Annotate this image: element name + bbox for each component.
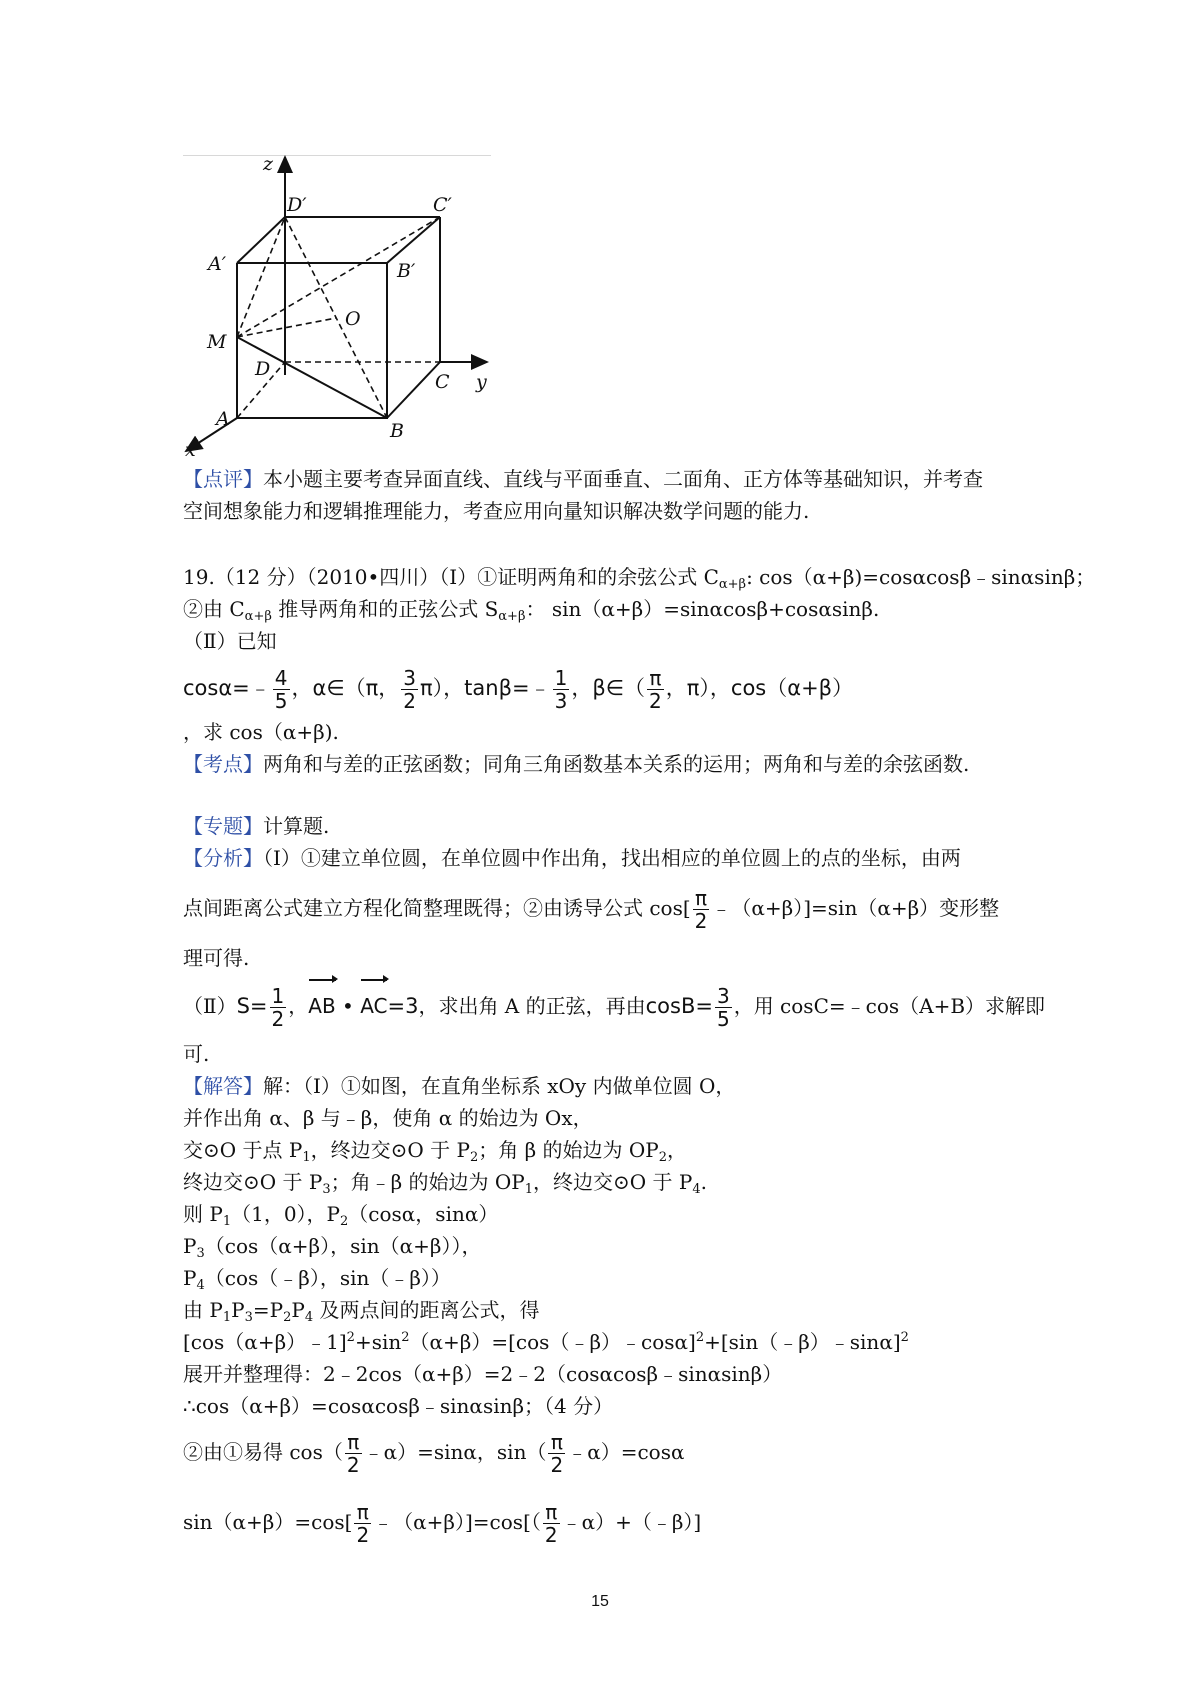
text: ，β∈（ [571,676,646,700]
dashed-md1 [237,217,285,337]
text: +sin [354,1330,402,1354]
jieda-line-5 [183,1200,498,1228]
given-conditions [183,664,853,712]
cube-edge [237,217,285,263]
cube-edge [387,362,440,418]
jieda-line-12 [183,1428,684,1476]
jieda-line-13 [183,1498,701,1546]
text: （α+β）=[cos（﹣β）﹣cosα] [409,1330,696,1354]
text: ②由 C [183,597,245,621]
denominator: 2 [271,1007,285,1031]
text: ，π），cos（α+β） [665,676,854,700]
label-c: C [435,371,450,393]
fraction [401,667,418,712]
subscript: 1 [222,1310,232,1325]
text: 并作出角 α、β 与﹣β，使角 α 的始边为 Ox， [183,1106,593,1130]
text: ， [288,994,309,1018]
superscript: 2 [900,1330,909,1345]
label-m: M [207,331,227,353]
denominator: 2 [403,688,417,713]
fraction [345,1431,362,1476]
numerator: π [693,887,710,910]
label-b: B [390,420,404,442]
label-z: z [263,153,274,175]
text: cosB= [645,994,713,1018]
label-b-prime: B′ [397,260,416,282]
fraction [543,1501,560,1546]
text: P [183,1234,197,1258]
fenxi-line-2 [183,884,999,932]
text: P [291,1298,305,1322]
subscript: 2 [340,1214,349,1229]
problem-header-text: 19.（12 分）（2010•四川）（Ⅰ）①证明两角和的余弦公式 C [183,565,719,589]
subscript: 1 [302,1150,311,1165]
part2-label [183,627,277,655]
page-number: 15 [591,1593,609,1610]
dashed-mo [237,318,336,337]
text: ， [667,1138,687,1162]
subscript: 4 [196,1278,205,1293]
text: =3 [387,994,419,1018]
numerator: 4 [274,665,288,690]
jieda-line-9 [183,1328,909,1356]
text: ，终边交⊙O 于 P [310,1138,470,1162]
jieda-line-7 [183,1264,451,1292]
label-d-prime: D′ [287,194,307,216]
denominator: 2 [544,1523,558,1547]
numerator: π [647,667,664,690]
text: ﹣（α+β）]=cos[（ [373,1510,541,1534]
comment-line-2 [183,497,809,525]
label-a: A [216,408,230,430]
fraction [354,1501,371,1546]
text: 及两点间的距离公式，得 [313,1298,540,1322]
fraction [647,667,664,712]
comment-tag: 【点评】 [183,467,263,491]
text: P [231,1298,245,1322]
jieda-line-10 [183,1360,782,1388]
zhuanti-tag: 【专题】 [183,814,263,838]
jieda-line-2 [183,1104,593,1132]
zhuanti-text: 计算题. [263,814,330,838]
label-o: O [345,308,361,330]
text: ，求出角 A 的正弦，再由 [418,994,646,1018]
subscript: 4 [692,1182,701,1197]
subscript: 2 [469,1150,479,1165]
cube-edge [387,217,440,263]
kaodian [183,750,969,778]
subscript: 3 [196,1246,205,1261]
subscript: 1 [222,1214,232,1229]
text: 由 P [183,1298,223,1322]
text: ，终边交⊙O 于 P [533,1170,693,1194]
fenxi-tag: 【分析】 [183,846,263,870]
problem-header-tail: : cos（α+β)=cosαcosβ﹣sinαsinβ； [746,565,1096,589]
dashed-diagonal-d1b [285,217,387,418]
text: 理可得. [183,946,250,970]
fraction [273,667,290,712]
fenxi-part2-end [183,1040,209,1068]
jieda-line-4 [183,1168,707,1196]
jieda-line-11 [183,1392,613,1420]
text: . [700,1170,707,1194]
zhuanti [183,812,329,840]
denominator: 2 [649,688,662,713]
text: =P [252,1298,284,1322]
text: ，用 cosC=﹣cos（A+B）求解即 [733,994,1046,1018]
numerator: π [345,1431,362,1454]
fenxi-line-1 [183,844,961,872]
text: （cos（﹣β），sin（﹣β）） [204,1266,451,1290]
subscript: 2 [658,1150,667,1165]
text: [cos（α+β）﹣1] [183,1330,347,1354]
jieda-line-6 [183,1232,481,1260]
text: ﹣（α+β）]=sin（α+β）变形整 [711,896,1000,920]
comment-text-2: 空间想象能力和逻辑推理能力，考查应用向量知识解决数学问题的能力. [183,499,810,523]
subscript: 2 [283,1310,292,1325]
fenxi-line-3 [183,944,249,972]
subscript: α+β [244,609,272,624]
text: ﹣α）=sinα，sin（ [363,1440,547,1464]
text: 终边交⊙O 于 P [183,1170,323,1194]
text: （cosα，sinα） [348,1202,499,1226]
kaodian-tag: 【考点】 [183,752,263,776]
denominator: 5 [274,688,288,713]
superscript: 2 [401,1330,410,1345]
jieda-line-8 [183,1296,539,1324]
denominator: 2 [694,909,708,933]
numerator: π [354,1501,371,1524]
numerator: π [543,1501,560,1524]
subscript: 1 [524,1182,534,1197]
numerator: π [548,1431,565,1454]
problem-header [183,563,1095,591]
fraction [693,887,710,932]
fraction [715,985,732,1030]
label-d: D [255,358,271,380]
text: π），tanβ=﹣ [420,676,551,700]
text: 点间距离公式建立方程化简整理既得；②由诱导公式 cos[ [183,896,691,920]
fraction [548,1431,565,1476]
text: cosα=﹣ [183,676,271,700]
denominator: 2 [550,1453,564,1477]
subscript: 4 [304,1310,314,1325]
text: ；角﹣β 的始边为 OP [330,1170,525,1194]
text: sin（α+β）=cos[ [183,1510,353,1534]
numerator: 1 [554,665,568,690]
subscript: 3 [322,1182,331,1197]
text: • [335,994,361,1018]
jieda-line-1 [183,1072,735,1100]
kaodian-text: 两角和与差的正弦函数；同角三角函数基本关系的运用；两角和与差的余弦函数. [263,752,970,776]
text: 解：（Ⅰ）①如图，在直角坐标系 xOy 内做单位圆 O， [263,1074,736,1098]
label-a-prime: A′ [208,253,227,275]
comment-text-1: 本小题主要考查异面直线、直线与平面垂直、二面角、正方体等基础知识，并考查 [263,467,983,491]
denominator: 2 [356,1523,370,1547]
superscript: 2 [695,1330,705,1345]
numerator: 1 [271,984,285,1008]
text: ﹣α）=cosα [567,1440,685,1464]
numerator: 3 [403,665,417,690]
text: +[sin（﹣β）﹣sinα] [704,1330,901,1354]
text: ②由①易得 cos（ [183,1440,343,1464]
text: ∴cos（α+β）=cosαcosβ﹣sinαsinβ；（4 分） [183,1394,614,1418]
vector-ab: AB [308,982,335,1030]
superscript: 2 [346,1330,355,1345]
text: 推导两角和的正弦公式 S [271,597,499,621]
text: （1，0），P [231,1202,341,1226]
fenxi-part2 [183,982,1045,1030]
jieda-line-3 [183,1136,687,1164]
numerator: 3 [716,984,730,1008]
text: ﹣α）+（﹣β）] [561,1510,702,1534]
text: 可. [183,1042,210,1066]
jieda-tag: 【解答】 [183,1074,263,1098]
cube-front-face [237,263,387,418]
text: 展开并整理得：2﹣2cos（α+β）=2﹣2（cosαcosβ﹣sinαsinβ） [183,1362,783,1386]
label-c-prime: C′ [433,194,452,216]
text: 则 P [183,1202,223,1226]
text: （Ⅰ）①建立单位圆，在单位圆中作出角，找出相应的单位圆上的点的坐标，由两 [263,846,961,870]
fraction [270,985,287,1030]
vector-ac: AC [360,982,387,1030]
fraction [553,667,570,712]
label-y: y [476,371,487,393]
subscript: α+β [498,609,526,624]
problem-line-2 [183,595,879,623]
text: ： sin（α+β）=sinαcosβ+cosαsinβ. [525,597,880,621]
text: S= [236,994,268,1018]
text: P [183,1266,197,1290]
text: ；角 β 的始边为 OP [478,1138,659,1162]
text: （Ⅱ）已知 [183,629,277,653]
subscript: 3 [244,1310,253,1325]
label-x: x [185,439,196,460]
problem-ask [183,718,339,746]
text: （cos（α+β），sin（α+β））， [204,1234,482,1258]
text: ，求 cos（α+β). [183,720,339,744]
denominator: 5 [716,1007,730,1031]
cube-figure [180,150,510,460]
denominator: 3 [554,688,568,713]
subscript: α+β [718,577,747,592]
text: （Ⅱ） [183,994,237,1018]
comment-line-1 [183,465,983,493]
text: ，α∈（π， [291,676,400,700]
denominator: 2 [346,1453,360,1477]
text: 交⊙O 于点 P [183,1138,303,1162]
